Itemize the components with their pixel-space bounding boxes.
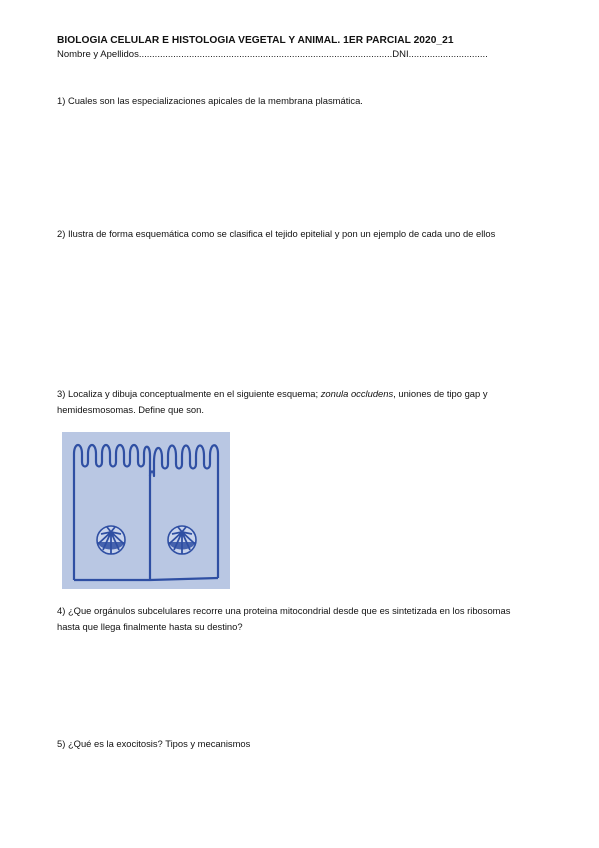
epithelial-cells-figure [62,432,230,589]
question-3-italic: zonula occludens [320,388,394,399]
question-3 [57,386,527,418]
question-4: 4) ¿Que orgánulos subcelulares recorre una proteina mitocondrial desde que es sintetizada en los ribosomas hasta que llega finalmente hasta su destino? [57,605,511,632]
name-dni-line: Nombre y Apellidos................................................................................................DNI.............................. [57,49,488,60]
question-3-text-a: 3) Localiza y dibuja conceptualmente en el siguiente esquema; [57,388,321,399]
exam-title: BIOLOGIA CELULAR E HISTOLOGIA VEGETAL Y ANIMAL. 1ER PARCIAL 2020_21 [57,35,454,46]
question-1: 1) Cuales son las especializaciones apicales de la membrana plasmática. [57,95,363,106]
left-nucleus [97,526,125,554]
question-5: 5) ¿Qué es la exocitosis? Tipos y mecanismos [57,738,251,749]
right-nucleus [168,526,196,554]
question-2: 2) Ilustra de forma esquemática como se clasifica el tejido epitelial y pon un ejemplo de cada uno de ellos [57,228,496,239]
epithelial-cells-drawing [62,432,230,589]
question-3-text-b: , uniones de tipo gap y hemidesmosomas. Define que son. [57,388,488,415]
